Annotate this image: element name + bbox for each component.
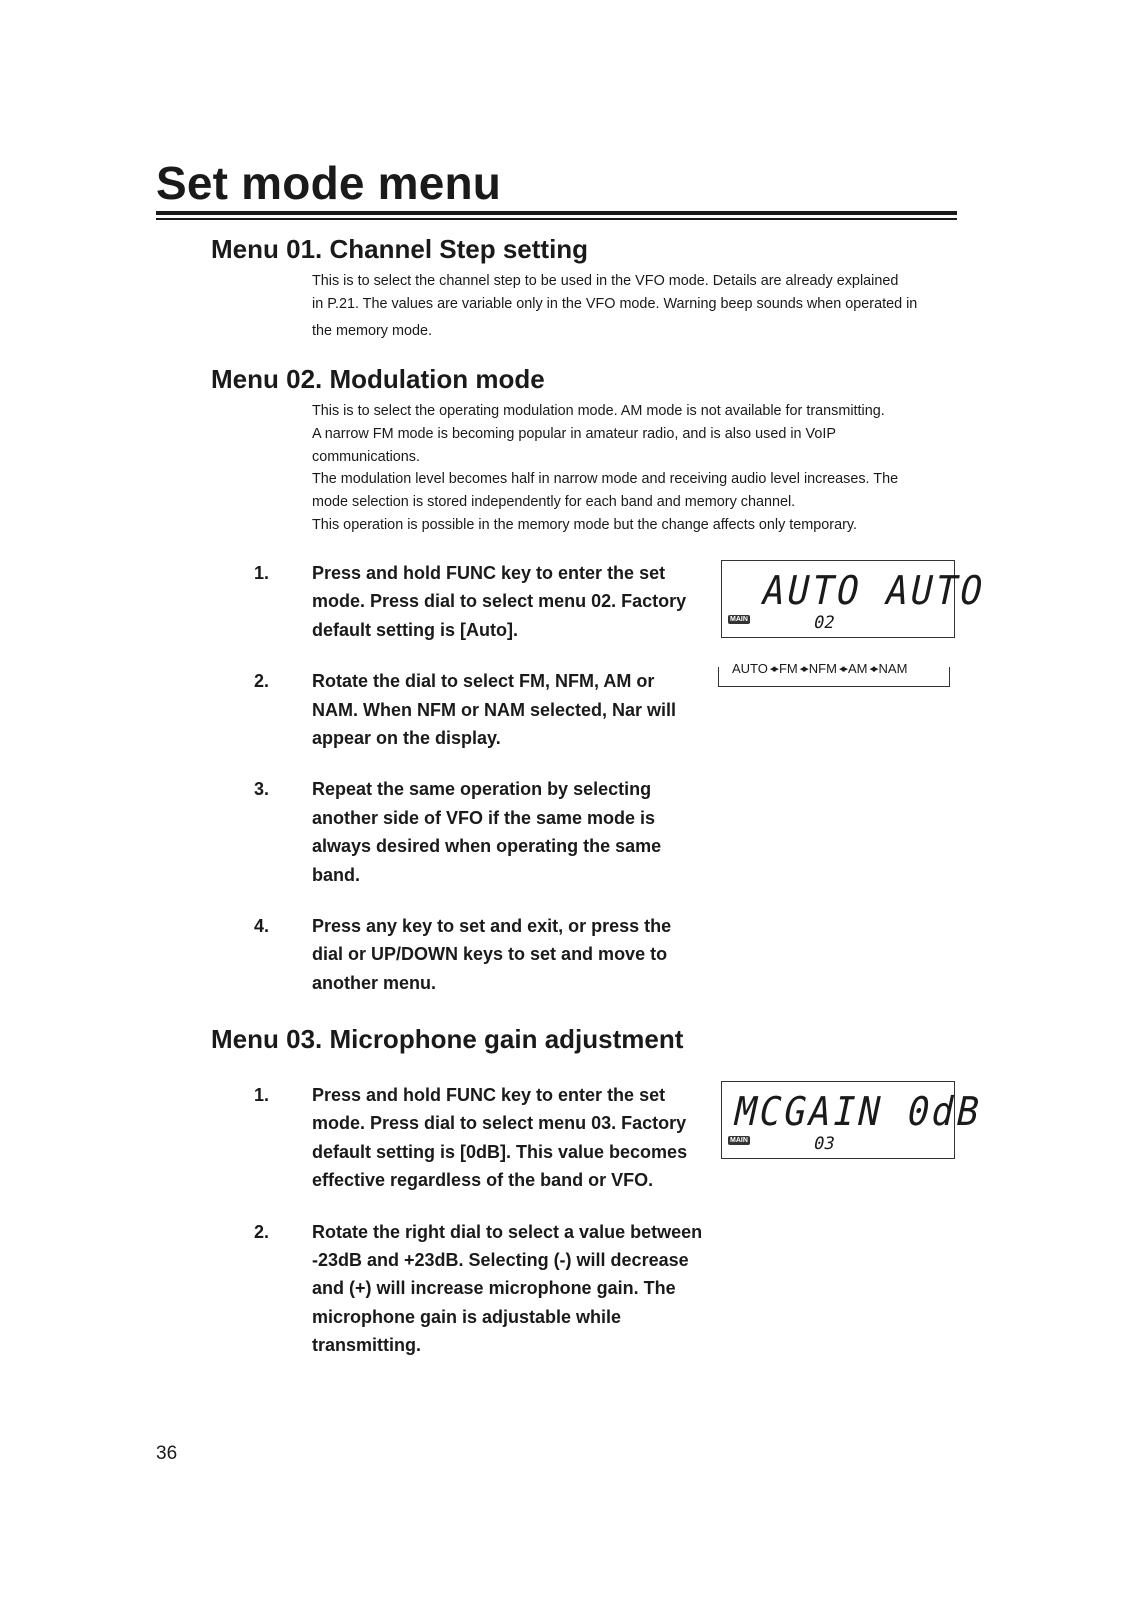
menu02-lcd-display: [721, 560, 990, 638]
double-arrow-icon: ◂▸: [769, 663, 777, 675]
lcd-menu-number: 03: [811, 1134, 837, 1154]
cycle-items: [732, 661, 907, 676]
step-text: Press and hold FUNC key to enter the set mode. Press dial to select menu 03. Factory default setting is [0dB]. This value becomes effective regardless of the band or VFO.: [312, 1085, 688, 1191]
menu02-description: [312, 400, 957, 537]
step-item: [254, 1218, 704, 1360]
step-text: Rotate the right dial to select a value between -23dB and +23dB. Selecting (-) will decrease and (+) will increase microphone gain. The microphone gain is adjustable while transmitting.: [312, 1221, 703, 1356]
step-item: [254, 667, 704, 752]
menu02-line: This operation is possible in the memory mode but the change affects only temporary.: [312, 516, 857, 533]
menu03-steps: [254, 1081, 704, 1360]
lcd-main-label: MAIN: [730, 616, 748, 623]
step-number: 4.: [254, 916, 270, 937]
step-number: 1.: [254, 563, 270, 583]
menu02-steps: [254, 559, 704, 997]
step-text: Repeat the same operation by selecting another side of VFO if the same mode is always desired when operating the same band.: [312, 779, 662, 885]
menu03-lcd-display: [721, 1081, 987, 1159]
title-rule-thick: [156, 211, 957, 215]
lcd-main-label: MAIN: [730, 1137, 748, 1144]
lcd-text: MCGAIN 0dB: [730, 1089, 987, 1135]
page-title: Set mode menu: [156, 157, 502, 209]
double-arrow-icon: ◂▸: [838, 663, 846, 675]
cycle-item: NFM: [808, 661, 837, 676]
menu02-line: communications.: [312, 448, 420, 465]
menu02-line: This is to select the operating modulation mode. AM mode is not available for transmitting.: [312, 403, 885, 419]
cycle-item: NAM: [878, 661, 908, 676]
menu01-line: This is to select the channel step to be used in the VFO mode. Details are already explained: [312, 273, 899, 289]
menu01-heading: Menu 01. Channel Step setting: [211, 234, 589, 264]
lcd-text: AUTO AUTO: [758, 568, 990, 614]
step-text: Press and hold FUNC key to enter the set mode. Press dial to select menu 02. Factory default setting is [Auto].: [312, 563, 687, 640]
cycle-item: AM: [847, 661, 868, 676]
menu02-line: The modulation level becomes half in narrow mode and receiving audio level increases. The: [312, 471, 899, 488]
lcd-menu-number: 02: [811, 613, 837, 633]
menu01-description: [312, 270, 957, 342]
step-text: Rotate the dial to select FM, NFM, AM or NAM. When NFM or NAM selected, Nar will appear on the display.: [312, 671, 677, 749]
menu01-line: in P.21. The values are variable only in the VFO mode. Warning beep sounds when operated in: [312, 295, 918, 312]
menu03-heading: Menu 03. Microphone gain adjustment: [211, 1024, 684, 1054]
step-text: Press any key to set and exit, or press the dial or UP/DOWN keys to set and move to another menu.: [312, 916, 672, 993]
step-item: [254, 775, 704, 889]
step-item: [254, 559, 704, 644]
menu02-line: mode selection is stored independently for each band and memory channel.: [312, 494, 796, 511]
step-number: 1.: [254, 1085, 270, 1105]
menu02-heading: Menu 02. Modulation mode: [211, 364, 545, 394]
step-number: 2.: [254, 671, 270, 692]
double-arrow-icon: ◂▸: [869, 663, 877, 675]
title-rule-thin: [156, 218, 957, 220]
double-arrow-icon: ◂▸: [799, 663, 807, 675]
step-number: 2.: [254, 1221, 270, 1242]
mode-cycle-diagram: [718, 661, 950, 689]
step-item: [254, 1081, 704, 1195]
cycle-item: AUTO: [732, 661, 768, 676]
step-number: 3.: [254, 779, 270, 800]
menu02-line: A narrow FM mode is becoming popular in amateur radio, and is also used in VoIP: [312, 425, 836, 442]
menu01-line: the memory mode.: [312, 322, 432, 339]
page-number: 36: [156, 1443, 178, 1464]
cycle-item: FM: [778, 661, 798, 676]
step-item: [254, 912, 704, 997]
